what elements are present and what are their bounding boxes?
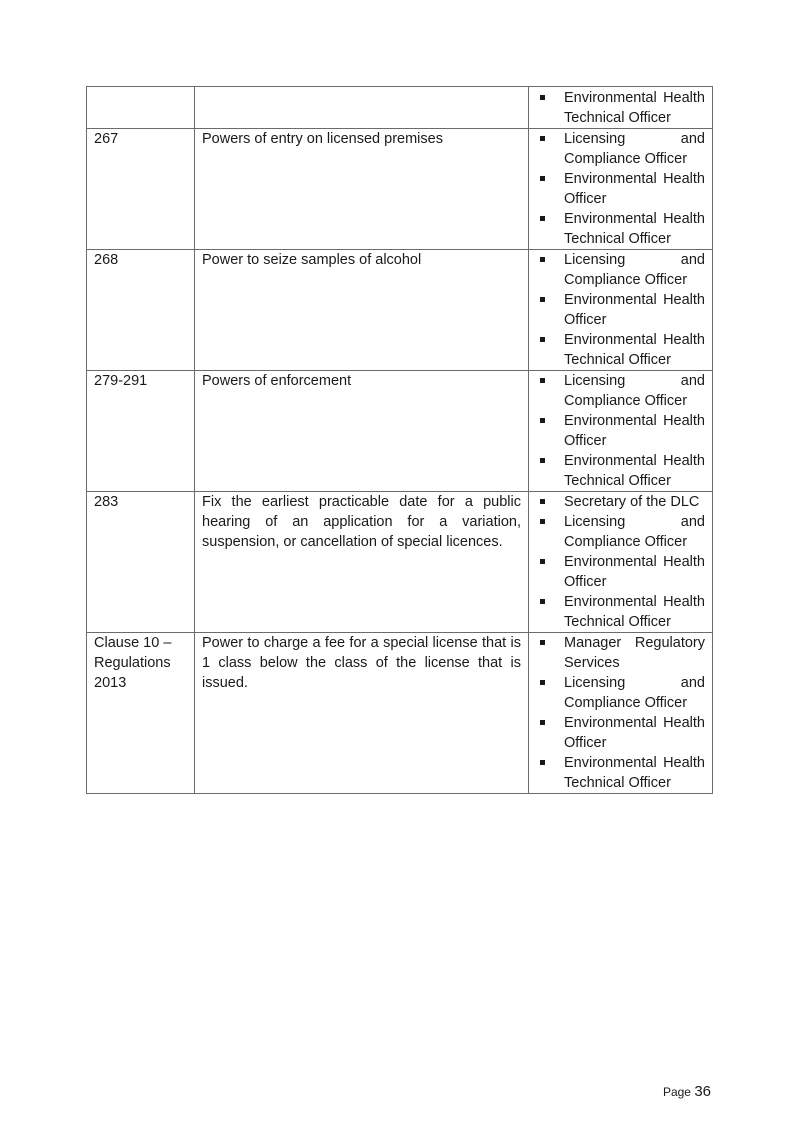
- delegate-item: Environmental Health Officer: [536, 290, 705, 330]
- delegate-list: [536, 492, 705, 632]
- section-cell: 283: [87, 492, 195, 633]
- section-cell: 267: [87, 129, 195, 250]
- delegate-item: Environmental Health Technical Officer: [536, 330, 705, 370]
- power-cell: Powers of enforcement: [195, 371, 529, 492]
- delegate-item: Licensing and Compliance Officer: [536, 512, 705, 552]
- delegate-item: Environmental Health Technical Officer: [536, 451, 705, 491]
- delegate-item: Environmental Health Technical Officer: [536, 592, 705, 632]
- page-number-value: 36: [694, 1083, 711, 1100]
- power-cell: Powers of entry on licensed premises: [195, 129, 529, 250]
- section-cell: [87, 87, 195, 129]
- delegations-table: [86, 86, 713, 794]
- delegate-list: [536, 88, 705, 128]
- delegate-item: Environmental Health Technical Officer: [536, 753, 705, 793]
- delegate-item: Licensing and Compliance Officer: [536, 250, 705, 290]
- power-cell: Fix the earliest practicable date for a public hearing of an application for a variation, suspension, or cancellation of special licences.: [195, 492, 529, 633]
- page-label: Page: [662, 1085, 691, 1099]
- delegates-cell: [529, 129, 713, 250]
- delegate-item: Environmental Health Officer: [536, 169, 705, 209]
- power-cell: Power to seize samples of alcohol: [195, 250, 529, 371]
- power-cell: [195, 87, 529, 129]
- table-row: [87, 492, 713, 633]
- delegate-item: Manager Regulatory Services: [536, 633, 705, 673]
- delegate-item: Environmental Health Technical Officer: [536, 88, 705, 128]
- power-cell: Power to charge a fee for a special license that is 1 class below the class of the license that is issued.: [195, 633, 529, 794]
- delegate-list: [536, 129, 705, 249]
- table-row: [87, 633, 713, 794]
- delegate-list: [536, 633, 705, 793]
- table-row: [87, 371, 713, 492]
- delegate-item: Secretary of the DLC: [536, 492, 705, 512]
- table-row: [87, 250, 713, 371]
- delegate-item: Environmental Health Officer: [536, 713, 705, 753]
- delegate-item: Environmental Health Officer: [536, 411, 705, 451]
- delegate-item: Licensing and Compliance Officer: [536, 673, 705, 713]
- page-number: [663, 1083, 711, 1100]
- delegate-item: Environmental Health Officer: [536, 552, 705, 592]
- delegate-item: Licensing and Compliance Officer: [536, 371, 705, 411]
- section-cell: 268: [87, 250, 195, 371]
- delegates-cell: [529, 250, 713, 371]
- table-row: [87, 87, 713, 129]
- section-cell: 279-291: [87, 371, 195, 492]
- section-cell: Clause 10 – Regulations 2013: [87, 633, 195, 794]
- delegate-item: Environmental Health Technical Officer: [536, 209, 705, 249]
- delegates-cell: [529, 371, 713, 492]
- delegate-item: Licensing and Compliance Officer: [536, 129, 705, 169]
- delegates-cell: [529, 492, 713, 633]
- delegates-cell: [529, 87, 713, 129]
- delegate-list: [536, 250, 705, 370]
- delegate-list: [536, 371, 705, 491]
- delegates-cell: [529, 633, 713, 794]
- table-row: [87, 129, 713, 250]
